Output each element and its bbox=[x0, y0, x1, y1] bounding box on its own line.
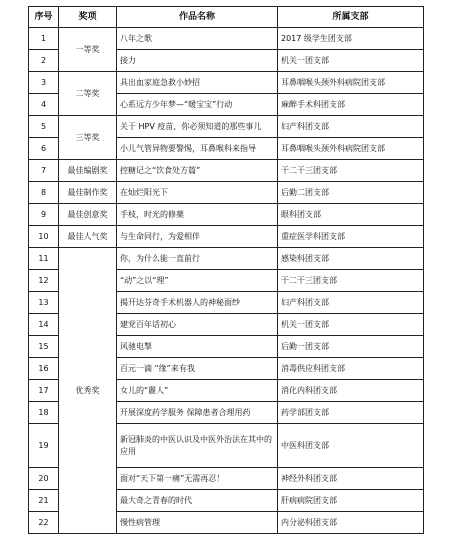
unit-name: 2017 级学生团支部 bbox=[278, 28, 424, 50]
row-number: 7 bbox=[29, 160, 59, 182]
work-title: 八年之歌 bbox=[117, 28, 278, 50]
award-cell: 二等奖 bbox=[59, 72, 117, 116]
award-cell: 最佳创意奖 bbox=[59, 204, 117, 226]
row-number: 12 bbox=[29, 270, 59, 292]
award-cell: 最佳制作奖 bbox=[59, 182, 117, 204]
row-number: 21 bbox=[29, 490, 59, 512]
table-row bbox=[29, 160, 424, 182]
unit-name: 内分泌科团支部 bbox=[278, 512, 424, 534]
work-title: 控糖记之“饮食处方篇” bbox=[117, 160, 278, 182]
unit-name: 妇产科团支部 bbox=[278, 116, 424, 138]
header-work: 作品名称 bbox=[117, 7, 278, 28]
row-number: 13 bbox=[29, 292, 59, 314]
row-number: 10 bbox=[29, 226, 59, 248]
row-number: 14 bbox=[29, 314, 59, 336]
table-row bbox=[29, 248, 424, 270]
row-number: 17 bbox=[29, 380, 59, 402]
work-title: 风驰电掣 bbox=[117, 336, 278, 358]
unit-name: 干二干三团支部 bbox=[278, 160, 424, 182]
work-title: 小儿气管异物要警惕，耳鼻喉科来指导 bbox=[117, 138, 278, 160]
row-number: 8 bbox=[29, 182, 59, 204]
work-title: 慢性病管理 bbox=[117, 512, 278, 534]
row-number: 1 bbox=[29, 28, 59, 50]
header-award: 奖项 bbox=[59, 7, 117, 28]
unit-name: 机关一团支部 bbox=[278, 314, 424, 336]
unit-name: 肝病病院团支部 bbox=[278, 490, 424, 512]
header-number: 序号 bbox=[29, 7, 59, 28]
header-row bbox=[29, 7, 424, 28]
work-title: 在灿烂阳光下 bbox=[117, 182, 278, 204]
work-title: 具出血家庭急救小妙招 bbox=[117, 72, 278, 94]
awards-table bbox=[28, 6, 424, 534]
work-title: 接力 bbox=[117, 50, 278, 72]
work-title: 百元一滴 “缘”来有我 bbox=[117, 358, 278, 380]
table-row bbox=[29, 226, 424, 248]
work-title: 你，为什么能一直前行 bbox=[117, 248, 278, 270]
work-title: 与生命同行，为爱相伴 bbox=[117, 226, 278, 248]
row-number: 18 bbox=[29, 402, 59, 424]
award-cell: 最佳人气奖 bbox=[59, 226, 117, 248]
row-number: 19 bbox=[29, 424, 59, 468]
work-title: “动”之以“理” bbox=[117, 270, 278, 292]
award-cell: 三等奖 bbox=[59, 116, 117, 160]
unit-name: 神经外科团支部 bbox=[278, 468, 424, 490]
work-title: 关于 HPV 疫苗，你必须知道的那些事儿 bbox=[117, 116, 278, 138]
work-title: 揭开达芬奇手术机器人的神秘面纱 bbox=[117, 292, 278, 314]
unit-name: 干二干三团支部 bbox=[278, 270, 424, 292]
work-title: 新冠肺炎的中医认识及中医外治法在其中的应用 bbox=[117, 424, 278, 468]
unit-name: 耳鼻咽喉头颈外科病院团支部 bbox=[278, 72, 424, 94]
unit-name: 后勤二团支部 bbox=[278, 182, 424, 204]
row-number: 20 bbox=[29, 468, 59, 490]
work-title: 面对“天下第一痛”无需再忍！ bbox=[117, 468, 278, 490]
row-number: 9 bbox=[29, 204, 59, 226]
unit-name: 眼科团支部 bbox=[278, 204, 424, 226]
unit-name: 中医科团支部 bbox=[278, 424, 424, 468]
work-title: 建党百年话初心 bbox=[117, 314, 278, 336]
unit-name: 耳鼻咽喉头颈外科病院团支部 bbox=[278, 138, 424, 160]
row-number: 4 bbox=[29, 94, 59, 116]
row-number: 11 bbox=[29, 248, 59, 270]
table-row bbox=[29, 182, 424, 204]
work-title: 女儿的“麗人” bbox=[117, 380, 278, 402]
unit-name: 麻醉手术科团支部 bbox=[278, 94, 424, 116]
unit-name: 后勤一团支部 bbox=[278, 336, 424, 358]
row-number: 22 bbox=[29, 512, 59, 534]
row-number: 15 bbox=[29, 336, 59, 358]
unit-name: 感染科团支部 bbox=[278, 248, 424, 270]
unit-name: 消化内科团支部 bbox=[278, 380, 424, 402]
row-number: 3 bbox=[29, 72, 59, 94]
award-cell: 优秀奖 bbox=[59, 248, 117, 534]
unit-name: 重症医学科团支部 bbox=[278, 226, 424, 248]
table-row bbox=[29, 204, 424, 226]
table-row bbox=[29, 72, 424, 94]
work-title: 开展深度药学服务 保障患者合理用药 bbox=[117, 402, 278, 424]
row-number: 16 bbox=[29, 358, 59, 380]
work-title: 手枝，时光的修薬 bbox=[117, 204, 278, 226]
row-number: 5 bbox=[29, 116, 59, 138]
unit-name: 妇产科团支部 bbox=[278, 292, 424, 314]
row-number: 6 bbox=[29, 138, 59, 160]
row-number: 2 bbox=[29, 50, 59, 72]
unit-name: 药学部团支部 bbox=[278, 402, 424, 424]
unit-name: 消毒供应科团支部 bbox=[278, 358, 424, 380]
award-cell: 最佳编剧奖 bbox=[59, 160, 117, 182]
work-title: 最大奇之青春的时代 bbox=[117, 490, 278, 512]
award-cell: 一等奖 bbox=[59, 28, 117, 72]
unit-name: 机关一团支部 bbox=[278, 50, 424, 72]
table-row bbox=[29, 116, 424, 138]
work-title: 心系远方少年梦—“暖宝宝”行动 bbox=[117, 94, 278, 116]
header-unit: 所属支部 bbox=[278, 7, 424, 28]
table-row bbox=[29, 28, 424, 50]
